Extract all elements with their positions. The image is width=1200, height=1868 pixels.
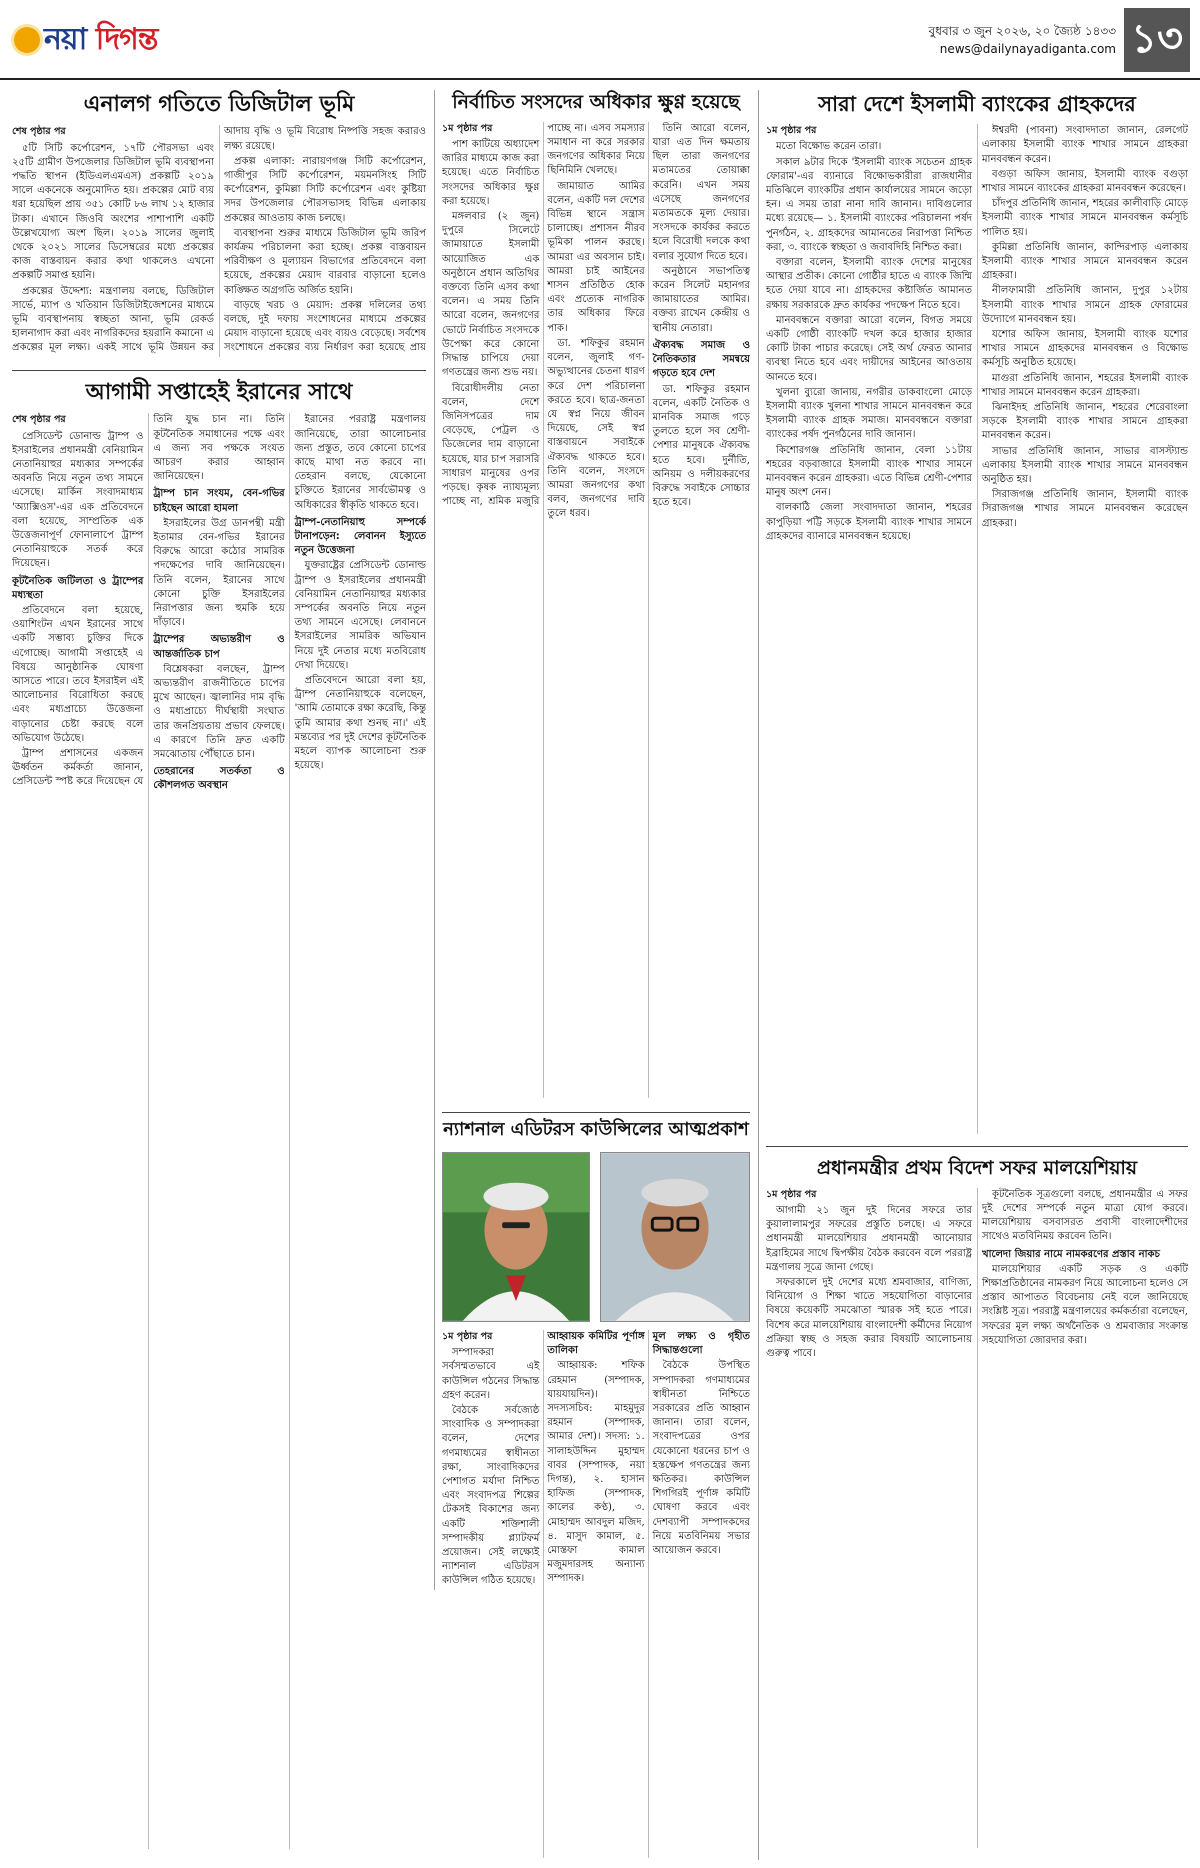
paragraph: ব্যবস্থাপনা শুরুর মাধ্যমে ডিজিটাল ভূমি জরিপ কার্যক্রম পরিচালনা করা হচ্ছে। প্রকল্প বাস্তবায়ন পরিবীক্ষণ ও মূল্যায়ন বিভাগের প্রতিবেদনে বলা হয়েছে, প্রকল্পের মেয়াদ বারবার বাড়ানো হলেও কাঙ্ক্ষিত অগ্রগতি অর্জিত হয়নি। <box>224 227 426 296</box>
article-body <box>12 413 426 1849</box>
paragraph: খুলনা ব্যুরো জানায়, নগরীর ডাকবাংলো মোড়ে ইসলামী ব্যাংক খুলনা শাখার সামনে মানববন্ধন করে ইসলামী ব্যাংক গ্রাহক সমাজ। মানববন্ধনে বক্তারা ব্যাংকের পর্ষদ পুনর্গঠনের দাবি জানান। <box>766 386 972 441</box>
paragraph: প্রতিবেদনে আরো বলা হয়, ট্রাম্প নেতানিয়াহুকে বলেছেন, 'আমি তোমাকে রক্ষা করেছি, কিন্তু তুমি আমার কথা শুনছ না।' এই মন্তব্যের পর দুই দেশের কূটনৈতিক মহলে ব্যাপক আলোচনা শুরু হয়েছে। <box>294 674 426 772</box>
subheading: আহ্বায়ক কমিটির পূর্ণাঙ্গ তালিকা <box>547 1331 645 1357</box>
paragraph: চাঁদপুর প্রতিনিধি জানান, শহরের কালীবাড়ি মোড়ে ইসলামী ব্যাংক শাখার সামনে মানববন্ধন কর্মসূচি পালিত হয়। <box>982 198 1188 238</box>
paragraph: নীলফামারী প্রতিনিধি জানান, দুপুর ১২টায় ইসলামী ব্যাংক শাখার সামনে গ্রাহক ফোরামের উদ্যোগে মানববন্ধন হয়। <box>982 285 1188 325</box>
section-divider <box>442 1112 750 1113</box>
article-iran <box>12 376 426 1860</box>
paragraph: তিনি আরো বলেন, যারা এত দিন ক্ষমতায় ছিল তারা জনগণের মতামতের তোয়াক্কা করেনি। এখন সময় এসেছে জনগণের মতামতকে মূল্য দেয়ার। সংসদকে কার্যকর করতে হলে বিরোধী দলকে কথা বলার সুযোগ দিতে হবে। <box>652 122 750 262</box>
paragraph: সম্পাদকরা সর্বসম্মতভাবে এই কাউন্সিল গঠনের সিদ্ধান্ত গ্রহণ করেন। <box>442 1347 540 1401</box>
paragraph: ঝিনাইদহ প্রতিনিধি জানান, শহরের শেরেবাংলা সড়কে ইসলামী ব্যাংক শাখার সামনে গ্রাহকরা মানববন্ধন করেন। <box>982 402 1188 442</box>
paragraph: কূটনৈতিক সূত্রগুলো বলছে, প্রধানমন্ত্রীর এ সফর দুই দেশের সম্পর্কে নতুন মাত্রা যোগ করবে। মালয়েশিয়ায় বসবাসরত প্রবাসী বাংলাদেশীদের সাথেও মতবিনিময় করবেন তিনি। <box>982 1188 1188 1243</box>
paragraph: বৈঠকে উপস্থিত সম্পাদকরা গণমাধ্যমের স্বাধীনতা নিশ্চিতে সরকারের প্রতি আহ্বান জানান। তারা বলেন, সংবাদপত্রের ওপর যেকোনো ধরনের চাপ ও হস্তক্ষেপ গণতন্ত্রের জন্য ক্ষতিকর। কাউন্সিল শিগগিরই পূর্ণাঙ্গ কমিটি ঘোষণা করবে এবং দেশব্যাপী সম্পাদকদের নিয়ে মতবিনিময় সভার আয়োজন করবে। <box>652 1360 750 1557</box>
article-headline[interactable]: সারা দেশে ইসলামী ব্যাংকের গ্রাহকদের <box>818 92 1136 116</box>
kicker: ১ম পৃষ্ঠার পর <box>442 122 493 134</box>
paragraph: মানববন্ধনে বক্তারা আরো বলেন, বিগত সময়ে একটি গোষ্ঠী ব্যাংকটি দখল করে হাজার হাজার কোটি টাকা পাচার করেছে। সেই অর্থ ফেরত আনার ব্যবস্থা নিতে হবে এবং দায়ীদের আইনের আওতায় আনতে হবে। <box>766 314 972 383</box>
paragraph: যশোর অফিস জানায়, ইসলামী ব্যাংক যশোর শাখার সামনে গ্রাহকদের মানববন্ধন ও বিক্ষোভ কর্মসূচি অনুষ্ঠিত হয়েছে। <box>982 328 1188 369</box>
kicker: শেষ পৃষ্ঠার পর <box>12 414 66 426</box>
article-digital-land <box>12 88 426 366</box>
portrait-photo <box>442 1152 590 1322</box>
paragraph: পাশ কাটিয়ে অধ্যাদেশ জারির মাধ্যমে কাজ করা হয়েছে। এতে নির্বাচিত সংসদের অধিকার ক্ষুণ্ণ করা হয়েছে। <box>442 139 540 207</box>
subheading: খালেদা জিয়ার নামে নামকরণের প্রস্তাব নাকচ <box>982 1248 1160 1260</box>
paragraph: মাগুরা প্রতিনিধি জানান, শহরের ইসলামী ব্যাংক শাখার সামনে মানববন্ধন করেন গ্রাহকরা। <box>982 372 1188 398</box>
paragraph: যুক্তরাষ্ট্রের প্রেসিডেন্ট ডোনাল্ড ট্রাম্প ও ইসরাইলের প্রধানমন্ত্রী বেনিয়ামিন নেতানিয়াহুর মধ্যকার সম্পর্কের অবনতি নিয়ে নতুন তথ্য সামনে এসেছে। লেবাননে ইসরাইলের সামরিক অভিযান নিয়ে দুই নেতার মধ্যে মতবিরোধ দেখা দিয়েছে। <box>294 560 426 671</box>
article-body <box>442 1330 750 1858</box>
article-headline[interactable]: নির্বাচিত সংসদের অধিকার ক্ষুণ্ণ হয়েছে <box>452 91 740 113</box>
paragraph: বাড়ছে খরচ ও মেয়াদ: প্রকল্প দলিলের তথ্য বলছে, দুই দফায় সংশোধনের মাধ্যমে প্রকল্পের মেয়াদ বাড়ানো হয়েছে এবং ব্যয়ও বেড়েছে। সর্বশেষ সংশোধনে প্রকল্পের ব্যয় নির্ধারণ করা হয়েছে প্রায় <box>224 299 426 354</box>
portrait-image <box>601 1153 749 1321</box>
paragraph: সিরাজগঞ্জ প্রতিনিধি জানান, ইসলামী ব্যাংক সিরাজগঞ্জ শাখার সামনে মানববন্ধন করেছেন গ্রাহকরা। <box>982 489 1188 529</box>
paragraph: বগুড়া অফিস জানায়, ইসলামী ব্যাংক বগুড়া শাখার সামনে ব্যাংকের গ্রাহকরা মানববন্ধন করেছেন। <box>982 168 1188 194</box>
page-number: ১৩ <box>1124 8 1190 72</box>
subheading: মূল লক্ষ্য ও গৃহীত সিদ্ধান্তগুলো <box>652 1331 750 1357</box>
kicker: ১ম পৃষ্ঠার পর <box>442 1331 493 1342</box>
paragraph: মতো বিক্ষোভ করেন তারা। <box>776 141 882 153</box>
paragraph: ইরানের পররাষ্ট্র মন্ত্রণালয় জানিয়েছে, তারা আলোচনার জন্য প্রস্তুত, তবে কোনো চাপের কাছে মাথা নত করবে না। তেহরান বলছে, যেকোনো চুক্তিতে ইরানের সার্বভৌমত্ব ও অধিকারের স্বীকৃতি থাকতে হবে। <box>294 414 426 511</box>
article-body <box>12 125 426 357</box>
subheading: ট্রাম্প চান সংযম, বেন-গভির চাইছেন আরো হামলা <box>153 488 285 514</box>
kicker: ১ম পৃষ্ঠার পর <box>766 125 817 137</box>
paragraph: জামায়াত আমির বলেন, একটি দল দেশের বিভিন্ন স্থানে সন্ত্রাস চালাচ্ছে। প্রশাসন নীরব ভূমিকা পালন করছে। আমরা এর অবসান চাই। আমরা চাই আইনের শাসন প্রতিষ্ঠিত হোক এবং প্রত্যেক নাগরিক তার অধিকার ফিরে পাক। <box>547 180 645 334</box>
column-divider <box>434 90 435 1590</box>
paragraph: কিশোরগঞ্জ প্রতিনিধি জানান, বেলা ১১টায় শহরের বড়বাজারে ইসলামী ব্যাংক শাখার সামনে মানববন্ধন করেন গ্রাহকরা। এতে বিভিন্ন শ্রেণী-পেশার মানুষ অংশ নেন। <box>766 444 972 499</box>
section-divider <box>12 370 426 371</box>
contact-email[interactable]: news@dailynayadiganta.com <box>939 42 1116 56</box>
paragraph: মালয়েশিয়ার একটি সড়ক ও একটি শিক্ষাপ্রতিষ্ঠানের নামকরণ নিয়ে আলোচনা হলেও সে প্রস্তাব আপাতত বিবেচনায় নেই বলে জানিয়েছে সংশ্লিষ্ট সূত্র। পররাষ্ট্র মন্ত্রণালয়ের কর্মকর্তারা বলেছেন, সফরের মূল লক্ষ্য অর্থনৈতিক ও শ্রমবাজার সংক্রান্ত সহযোগিতা জোরদার করা। <box>982 1263 1188 1346</box>
column-divider <box>758 90 759 1860</box>
paragraph: সাভার প্রতিনিধি জানান, সাভার বাসস্ট্যান্ড এলাকায় ইসলামী ব্যাংক শাখার সামনে মানববন্ধন অনুষ্ঠিত হয়। <box>982 445 1188 486</box>
subheading: ট্রাম্পের অভ্যন্তরীণ ও আন্তর্জাতিক চাপ <box>153 634 285 660</box>
kicker: শেষ পৃষ্ঠার পর <box>12 126 66 138</box>
logo-text: নয়া দিগন্ত <box>44 21 158 57</box>
paragraph: ডা. শফিকুর রহমান বলেন, জুলাই গণ-অভ্যুত্থানের চেতনা ধারণ করে দেশ পরিচালনা করতে হবে। ছাত্র-জনতা যে স্বপ্ন নিয়ে জীবন দিয়েছে, সেই স্বপ্ন বাস্তবায়নে সবাইকে ঐক্যবদ্ধ থাকতে হবে। তিনি বলেন, সংসদে আমরা জনগণের কথা বলব, জনগণের দাবি তুলে ধরব। <box>547 337 645 520</box>
article-body <box>766 1188 1188 1848</box>
paragraph: ইসরাইলের উগ্র ডানপন্থী মন্ত্রী ইতামার বেন-গভির ইরানের বিরুদ্ধে আরো কঠোর সামরিক পদক্ষেপের দাবি জানিয়েছেন। তিনি বলেন, ইরানের সাথে কোনো চুক্তি ইসরাইলের নিরাপত্তার জন্য হুমকি হয়ে দাঁড়াবে। <box>153 517 285 629</box>
paragraph: বালকাঠি জেলা সংবাদদাতা জানান, শহরের কাপুড়িয়া পট্টি সড়কে ইসলামী ব্যাংক শাখার সামনে গ্রাহকদের ব্যানারে মানববন্ধন হয়েছে। <box>766 502 972 542</box>
article-body <box>766 124 1188 1134</box>
paragraph: ডা. শফিকুর রহমান বলেন, একটি নৈতিক ও মানবিক সমাজ গড়ে তুলতে হলে সব শ্রেণী-পেশার মানুষকে ঐক্যবদ্ধ হতে হবে। দুর্নীতি, অনিয়ম ও দলীয়করণের বিরুদ্ধে সবাইকে সোচ্চার হতে হবে। <box>652 383 750 509</box>
paragraph: সকাল ৯টার দিকে 'ইসলামী ব্যাংক সচেতন গ্রাহক ফোরাম'-এর ব্যানারে বিক্ষোভকারীরা রাজধানীর মতিঝিলে ব্যাংকটির প্রধান কার্যালয়ের সামনে জড়ো হন। এ সময় তারা নানা দাবি জানান। দাবিগুলোর মধ্যে রয়েছে— ১. ইসলামী ব্যাংকের পরিচালনা পর্ষদ পুনর্গঠন, ২. গ্রাহকদের আমানতের নিরাপত্তা নিশ্চিত করা, ৩. ব্যাংকে স্বচ্ছতা ও জবাবদিহি নিশ্চিত করা। <box>766 156 972 253</box>
subheading: ট্রাম্প-নেতানিয়াহু সম্পর্কে টানাপড়েন: লেবানন ইস্যুতে নতুন উত্তেজনা <box>294 516 426 557</box>
subheading: ঐক্যবদ্ধ সমাজ ও নৈতিকতার সমন্বয়ে গড়তে হবে দেশ <box>652 339 750 380</box>
paragraph: বিরোধীদলীয় নেতা বলেন, দেশে জিনিসপত্রের দাম বেড়েছে, পেট্রল ও ডিজেলের দাম বাড়ানো হয়েছে, যার চাপ সরাসরি সাধারণ মানুষের ওপর পড়ছে। কৃষক ন্যায্যমূল্য পাচ্ছে না, শ্রমিক মজুরি পাচ্ছে না। এসব সমস্যার সমাধান না করে সরকার জনগণের অধিকার নিয়ে ছিনিমিনি খেলছে। <box>442 122 645 508</box>
paragraph: আগামী ২১ জুন দুই দিনের সফরে তার কুয়ালালামপুর সফরের প্রস্তুতি চলছে। এ সফরে প্রধানমন্ত্রী মালয়েশিয়ার প্রধানমন্ত্রী আনোয়ার ইব্রাহিমের সাথে দ্বিপক্ষীয় বৈঠক করবেন বলে পররাষ্ট্র মন্ত্রণালয় সূত্রে জানা গেছে। <box>766 1205 972 1273</box>
issue-date: বুধবার ৩ জুন ২০২৬, ২০ জ্যৈষ্ঠ ১৪৩৩ <box>928 24 1116 38</box>
paragraph: প্রকল্প এলাকা: নারায়ণগঞ্জ সিটি কর্পোরেশন, গাজীপুর সিটি কর্পোরেশন, ময়মনসিংহ সিটি কর্পোরেশন, কুমিল্লা সিটি কর্পোরেশন এবং কুষ্টিয়া সদর উপজেলার পৌরসভাসহ বিভিন্ন এলাকায় প্রকল্পের আওতায় কাজ চলছে। <box>224 155 426 224</box>
article-body <box>442 122 750 1098</box>
article-headline[interactable]: এনালগ গতিতে ডিজিটাল ভূমি <box>83 92 355 117</box>
paragraph: মঙ্গলবার (২ জুন) দুপুরে সিলেটে জামায়াতে ইসলামী আয়োজিত এক অনুষ্ঠানে প্রধান অতিথির বক্তব্যে তিনি এসব কথা বলেন। এ সময় তিনি আরো বলেন, জনগণের ভোটে নির্বাচিত সংসদকে উপেক্ষা করে কোনো সিদ্ধান্ত চাপিয়ে দেয়া গণতন্ত্রের জন্য শুভ নয়। <box>442 211 540 379</box>
paragraph: ৫টি সিটি কর্পোরেশন, ১৭টি পৌরসভা এবং ২৫টি গ্রামীণ উপজেলার ডিজিটাল ভূমি ব্যবস্থাপনা পদ্ধতি স্থাপন (ইডিএলএমএস) প্রকল্পটি ২০১৯ সালে একনেকে অনুমোদিত হয়। প্রকল্পের মোট ব্যয় ধরা হয়েছিল প্রায় ৩৫১ কোটি ৮৬ লাখ ১২ হাজার টাকা। এখানে জিওবি অংশের পাশাপাশি একটি উল্লেখযোগ্য অংশ ছিল। ২০১৯ সালের জুলাই থেকে ২০২১ সালের ডিসেম্বরের মধ্যে প্রকল্পের কাজ বাস্তবায়ন করার কথা থাকলেও এখনো প্রকল্পটি সমাপ্ত হয়নি। <box>12 142 214 282</box>
paragraph: ট্রাম্প প্রশাসনের একজন ঊর্ধ্বতন কর্মকর্তা জানান, প্রেসিডেন্ট স্পষ্ট করে দিয়েছেন যে তিনি যুদ্ধ চান না। তিনি কূটনৈতিক সমাধানের পক্ষে এবং এ জন্য সব পক্ষকে সংযত আচরণ করার আহ্বান জানিয়েছেন। <box>12 414 285 788</box>
paragraph: বৈঠকে সর্বজ্যেষ্ঠ সাংবাদিক ও সম্পাদকরা বলেন, দেশের গণমাধ্যমের স্বাধীনতা রক্ষা, সাংবাদিকদের পেশাগত মর্যাদা নিশ্চিত এবং সংবাদপত্র শিল্পের টেকসই বিকাশের জন্য একটি শক্তিশালী সম্পাদকীয় প্ল্যাটফর্ম প্রয়োজন। সেই লক্ষ্যেই ন্যাশনাল এডিটরস কাউন্সিল গঠিত হয়েছে। <box>442 1405 540 1587</box>
paragraph: আহ্বায়ক: শফিক রেহমান (সম্পাদক, যায়যায়দিন)। সদস্যসচিব: মাহমুদুর রহমান (সম্পাদক, আমার দেশ)। সদস্য: ১. সালাহউদ্দিন মুহাম্মদ বাবর (সম্পাদক, নয়া দিগন্ত), ২. হাসান হাফিজ (সম্পাদক, কালের কণ্ঠ), ৩. মোহাম্মদ আবদুল মজিদ, ৪. মাসুদ কামাল, ৫. মোস্তফা কামাল মজুমদারসহ অন্যান্য সম্পাদক। <box>547 1360 645 1585</box>
article-headline[interactable]: প্রধানমন্ত্রীর প্রথম বিদেশ সফর মালয়েশিয়ায় <box>816 1157 1138 1179</box>
date-line <box>929 22 1116 58</box>
paragraph: সফরকালে দুই দেশের মধ্যে শ্রমবাজার, বাণিজ্য, বিনিয়োগ ও শিক্ষা খাতে সহযোগিতা বাড়ানোর বিষয়ে কয়েকটি সমঝোতা স্মারক সই হতে পারে। বিশেষ করে মালয়েশিয়ায় বাংলাদেশী কর্মীদের নিয়োগ প্রক্রিয়া স্বচ্ছ ও সহজ করার বিষয়টি আলোচনায় গুরুত্ব পাবে। <box>766 1277 972 1360</box>
article-islami-bank <box>766 88 1188 1142</box>
sun-icon <box>14 27 40 53</box>
masthead <box>0 0 1200 80</box>
paragraph: বক্তারা বলেন, ইসলামী ব্যাংক দেশের মানুষের আস্থার প্রতীক। কোনো গোষ্ঠীর হাতে এ ব্যাংক জিম্মি হতে দেয়া যাবে না। গ্রাহকদের কষ্টার্জিত আমানত রক্ষায় সরকারকে দ্রুত কার্যকর পদক্ষেপ নিতে হবে। <box>766 256 972 311</box>
article-pm-malaysia <box>766 1152 1188 1860</box>
newspaper-logo[interactable] <box>14 14 157 66</box>
subheading: কূটনৈতিক জটিলতা ও ট্রাম্পের মধ্যস্থতা <box>12 575 144 601</box>
paragraph: বিশ্লেষকরা বলছেন, ট্রাম্প অভ্যন্তরীণ রাজনীতিতে চাপের মুখে আছেন। জ্বালানির দাম বৃদ্ধি ও মধ্যপ্রাচ্যে দীর্ঘস্থায়ী সংঘাত তার জনপ্রিয়তায় প্রভাব ফেলছে। এ কারণে তিনি দ্রুত একটি সমঝোতায় পৌঁছাতে চান। <box>153 663 285 760</box>
article-headline[interactable]: আগামী সপ্তাহেই ইরানের সাথে <box>85 380 353 405</box>
article-editors-council <box>442 1118 750 1860</box>
paragraph: ঈশ্বরদী (পাবনা) সংবাদদাতা জানান, রেলগেট এলাকায় ইসলামী ব্যাংক শাখার সামনে গ্রাহকরা মানববন্ধন করেন। <box>982 125 1188 165</box>
portrait-image <box>443 1153 589 1321</box>
article-parliament <box>442 88 750 1108</box>
paragraph: প্রকল্পের উদ্দেশ্য: মন্ত্রণালয় বলছে, ডিজিটাল সার্ভে, ম্যাপ ও খতিয়ান ডিজিটাইজেশনের মাধ্যমে ভূমি ব্যবস্থাপনায় স্বচ্ছতা আনা, ভূমি রেকর্ড হালনাগাদ করা এবং নাগরিকদের হয়রানি কমানো এ প্রকল্পের মূল লক্ষ্য। একই সাথে ভূমি উন্নয়ন কর আদায় বৃদ্ধি ও ভূমি বিরোধ নিষ্পত্তি সহজ করারও লক্ষ্য রয়েছে। <box>12 126 426 354</box>
paragraph: প্রেসিডেন্ট ডোনাল্ড ট্রাম্প ও ইসরাইলের প্রধানমন্ত্রী বেনিয়ামিন নেতানিয়াহুর মধ্যকার সম্পর্কের অবনতি নিয়ে নতুন তথ্য সামনে এসেছে। মার্কিন সংবাদমাধ্যম 'অ্যাক্সিওস'-এর এক প্রতিবেদনে বলা হয়েছে, সাম্প্রতিক এক উত্তেজনাপূর্ণ ফোনালাপে ট্রাম্প নেতানিয়াহুকে সতর্ক করে দিয়েছেন। <box>12 430 144 570</box>
kicker: ১ম পৃষ্ঠার পর <box>766 1188 817 1200</box>
section-divider <box>766 1146 1188 1147</box>
article-headline[interactable]: ন্যাশনাল এডিটরস কাউন্সিলের আত্মপ্রকাশ <box>443 1119 749 1140</box>
portrait-photo <box>600 1152 750 1322</box>
subheading: তেহরানের সতর্কতা ও কৌশলগত অবস্থান <box>153 766 285 792</box>
paragraph: কুমিল্লা প্রতিনিধি জানান, কান্দিরপাড় এলাকায় ইসলামী ব্যাংক শাখার সামনে মানববন্ধন করেন গ্রাহকরা। <box>982 241 1188 282</box>
paragraph: অনুষ্ঠানে সভাপতিত্ব করেন সিলেট মহানগর জামায়াতের আমির। বক্তব্য রাখেন কেন্দ্রীয় ও স্থানীয় নেতারা। <box>652 265 750 334</box>
paragraph: প্রতিবেদনে বলা হয়েছে, ওয়াশিংটন এখন ইরানের সাথে একটি সম্ভাব্য চুক্তির দিকে এগোচ্ছে। আগামী সপ্তাহেই এ বিষয়ে আনুষ্ঠানিক ঘোষণা আসতে পারে। তবে ইসরাইল এই আলোচনার বিরোধিতা করছে এবং মধ্যপ্রাচ্যে উত্তেজনা বাড়ানোর চেষ্টা করছে বলে অভিযোগ উঠেছে। <box>12 604 144 744</box>
